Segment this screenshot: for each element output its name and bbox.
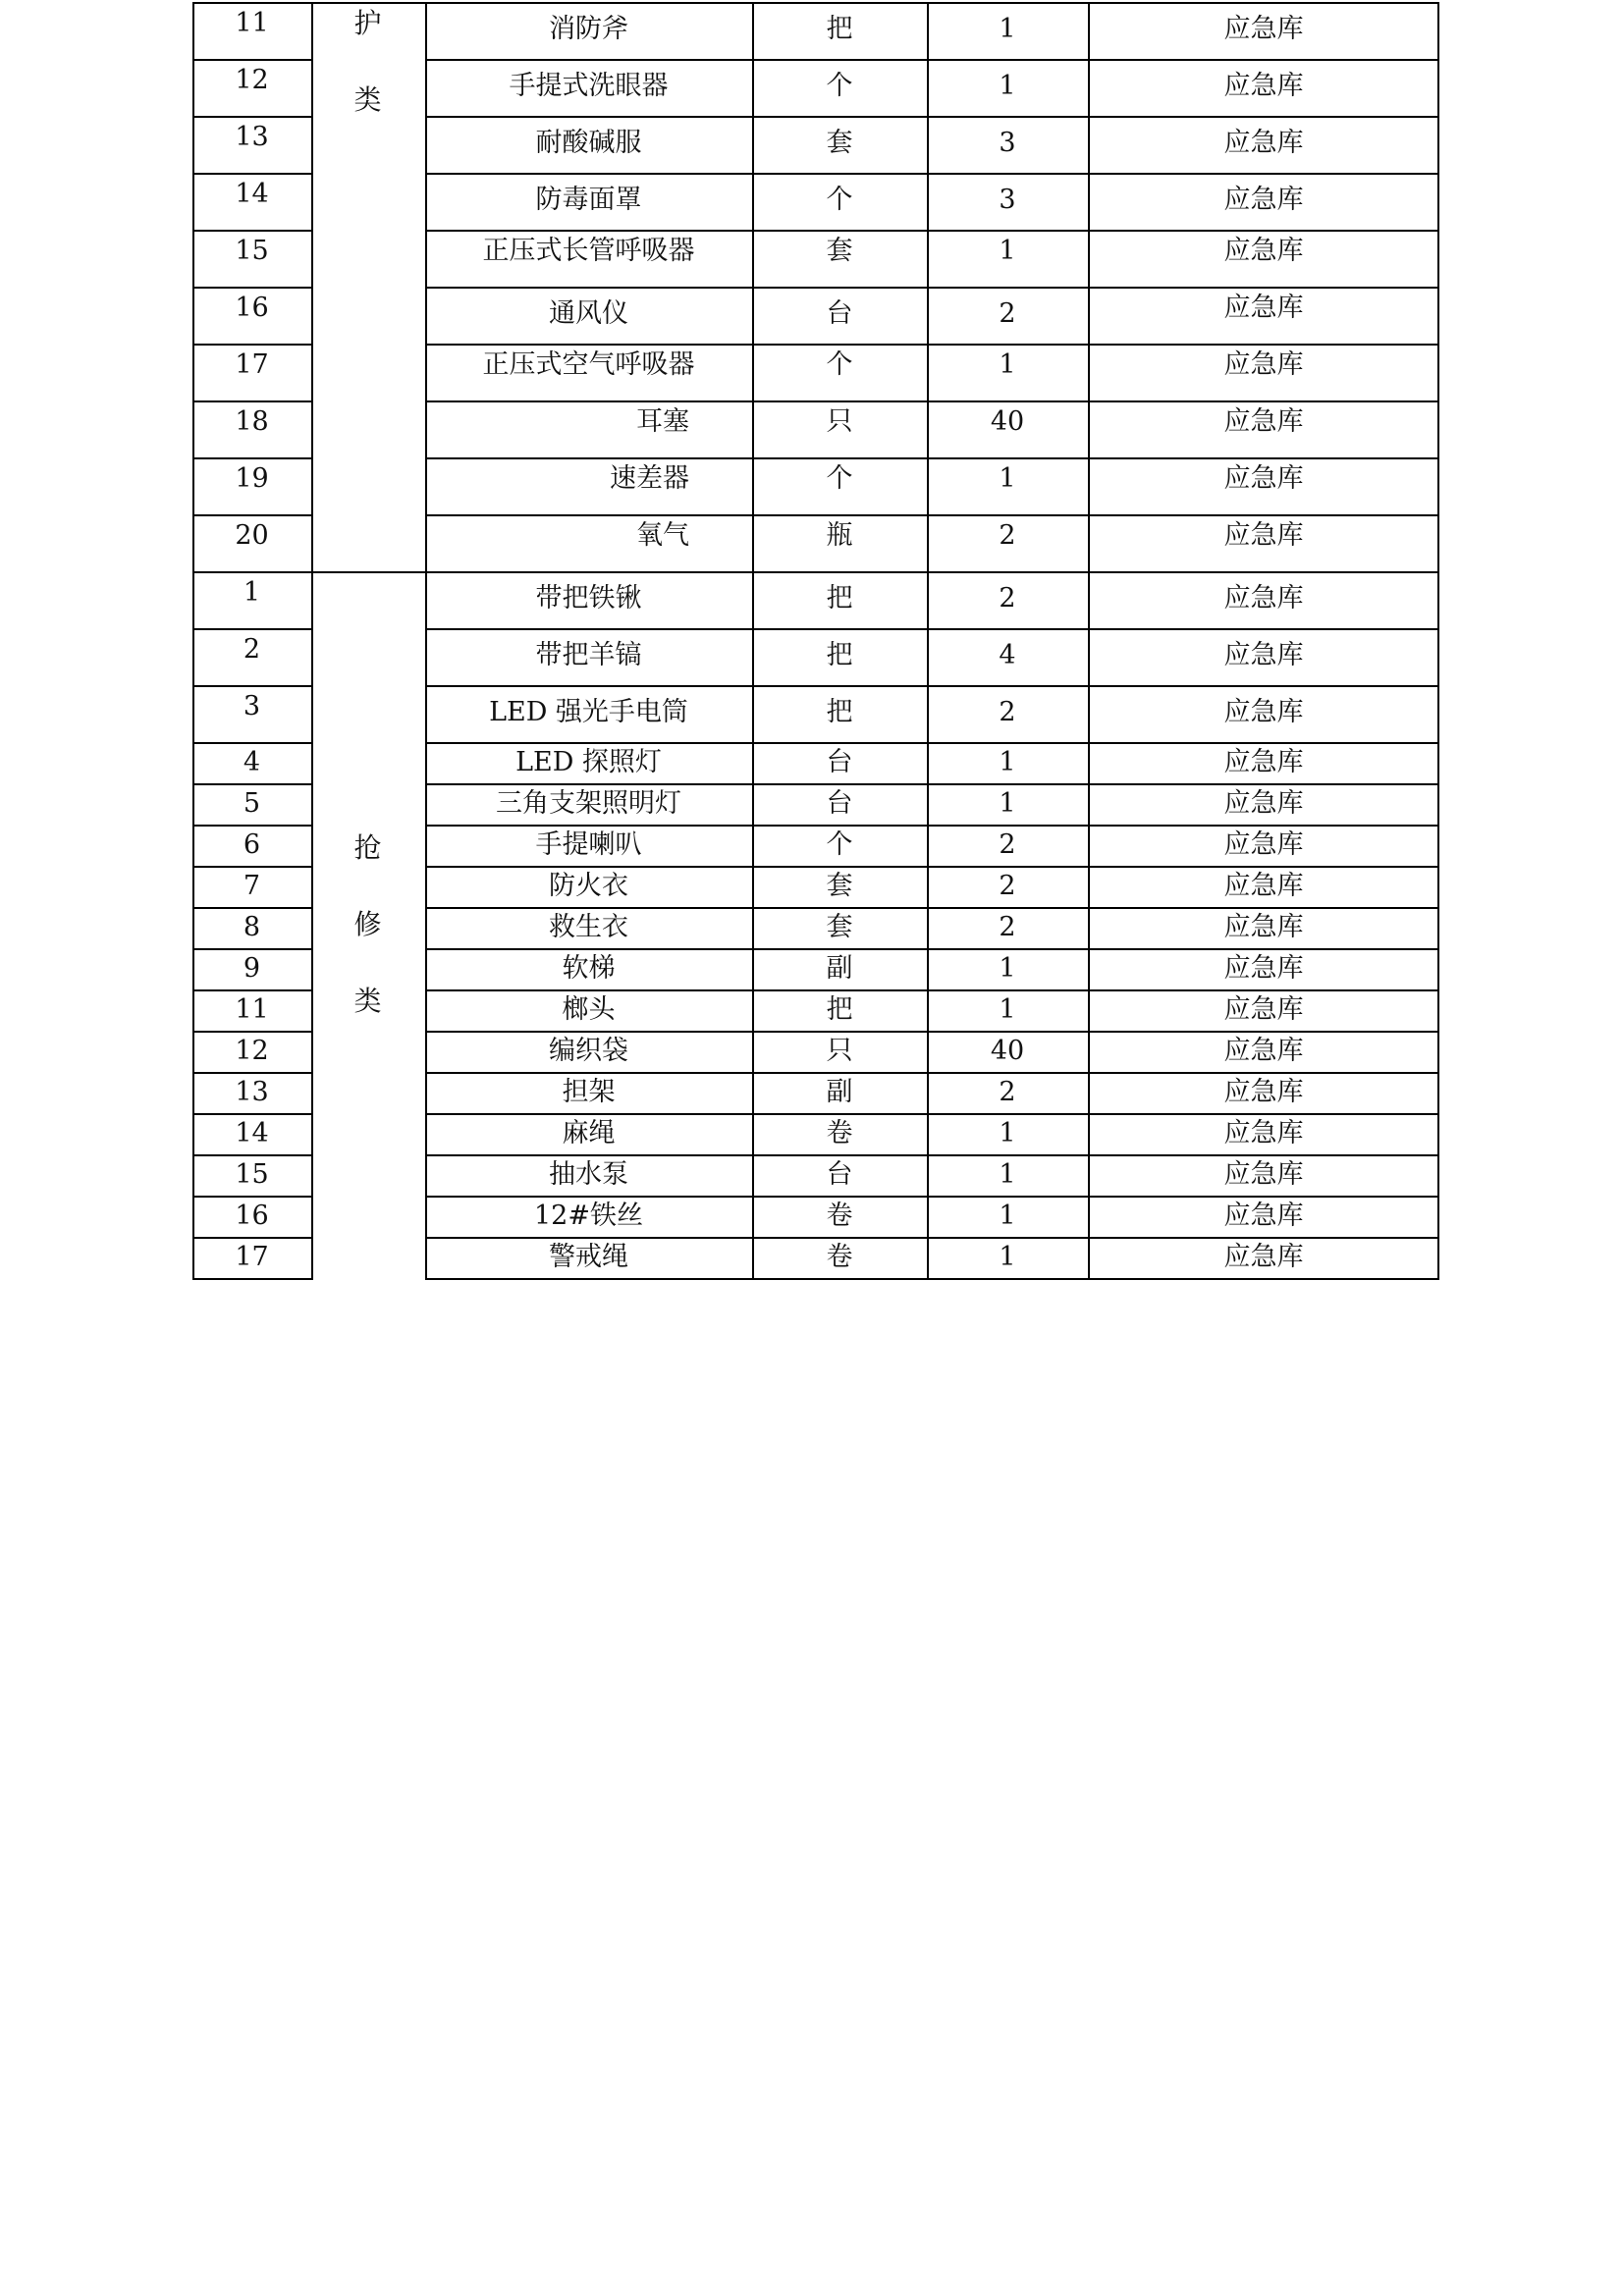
table-rule xyxy=(927,2,929,1280)
table-rule xyxy=(425,1278,1439,1280)
category-label-char: 护 xyxy=(353,7,382,39)
storage-location: 应急库 xyxy=(1223,1077,1304,1107)
row-number: 16 xyxy=(235,293,269,323)
item-unit: 副 xyxy=(826,953,853,984)
item-unit: 把 xyxy=(826,697,853,727)
table-rule xyxy=(425,1072,1439,1074)
item-unit: 个 xyxy=(826,463,853,494)
storage-location: 应急库 xyxy=(1223,747,1304,777)
table-rule xyxy=(425,1031,1439,1033)
storage-location: 应急库 xyxy=(1223,128,1304,158)
item-name: 警戒绳 xyxy=(549,1242,628,1272)
item-name: 消防斧 xyxy=(549,14,628,44)
item-name: 榔头 xyxy=(562,994,616,1025)
row-number: 13 xyxy=(235,1077,269,1107)
storage-location: 应急库 xyxy=(1223,406,1304,437)
item-unit: 个 xyxy=(826,185,853,215)
row-number: 2 xyxy=(243,634,261,665)
storage-location: 应急库 xyxy=(1223,697,1304,727)
row-number: 14 xyxy=(235,1118,269,1148)
item-quantity: 2 xyxy=(999,1077,1016,1107)
table-rule xyxy=(425,866,1439,868)
table-rule xyxy=(192,1154,311,1156)
item-quantity: 2 xyxy=(999,829,1016,860)
item-unit: 套 xyxy=(826,236,853,266)
table-rule xyxy=(192,866,311,868)
item-quantity: 1 xyxy=(999,1159,1016,1190)
item-unit: 套 xyxy=(826,871,853,901)
item-unit: 把 xyxy=(826,640,853,670)
table-rule xyxy=(1437,2,1439,1280)
table-rule xyxy=(192,344,311,346)
item-quantity: 1 xyxy=(999,1242,1016,1272)
item-name: 速差器 xyxy=(610,463,689,494)
item-unit: 套 xyxy=(826,128,853,158)
item-name: 担架 xyxy=(562,1077,616,1107)
item-name: LED 探照灯 xyxy=(515,747,662,777)
table-rule xyxy=(192,400,311,402)
row-number: 12 xyxy=(235,1036,269,1066)
item-quantity: 2 xyxy=(999,871,1016,901)
table-rule xyxy=(192,1278,311,1280)
table-rule xyxy=(192,1196,311,1198)
table-rule xyxy=(192,59,311,61)
table-rule xyxy=(192,457,311,459)
storage-location: 应急库 xyxy=(1223,788,1304,819)
item-unit: 个 xyxy=(826,829,853,860)
item-unit: 把 xyxy=(826,583,853,614)
table-rule xyxy=(425,2,427,1280)
table-rule xyxy=(192,989,311,991)
item-unit: 台 xyxy=(826,747,853,777)
category-label-char: 修 xyxy=(353,908,382,940)
row-number: 6 xyxy=(243,829,261,860)
table-rule xyxy=(192,825,311,827)
category-label-char: 类 xyxy=(353,985,382,1017)
item-quantity: 1 xyxy=(999,1118,1016,1148)
storage-location: 应急库 xyxy=(1223,1159,1304,1190)
table-rule xyxy=(192,1031,311,1033)
table-rule xyxy=(192,230,311,232)
item-name: 手提喇叭 xyxy=(535,829,642,860)
item-unit: 只 xyxy=(826,1036,853,1066)
item-name: LED 强光手电筒 xyxy=(489,697,688,727)
table-rule xyxy=(192,1072,311,1074)
row-number: 14 xyxy=(235,179,269,209)
item-name: 手提式洗眼器 xyxy=(509,71,669,101)
item-unit: 台 xyxy=(826,298,853,329)
item-name: 麻绳 xyxy=(562,1118,616,1148)
item-quantity: 1 xyxy=(999,14,1016,44)
table-rule xyxy=(192,287,311,289)
item-quantity: 1 xyxy=(999,953,1016,984)
storage-location: 应急库 xyxy=(1223,1201,1304,1231)
item-quantity: 3 xyxy=(999,128,1016,158)
item-unit: 副 xyxy=(826,1077,853,1107)
item-name: 通风仪 xyxy=(549,298,628,329)
table-rule xyxy=(425,628,1439,630)
table-rule xyxy=(425,457,1439,459)
table-rule xyxy=(425,989,1439,991)
table-rule xyxy=(425,1154,1439,1156)
item-quantity: 40 xyxy=(990,1036,1025,1066)
item-unit: 卷 xyxy=(826,1118,853,1148)
storage-location: 应急库 xyxy=(1223,829,1304,860)
row-number: 19 xyxy=(235,463,269,494)
storage-location: 应急库 xyxy=(1223,994,1304,1025)
table-rule xyxy=(425,400,1439,402)
item-quantity: 1 xyxy=(999,463,1016,494)
item-name: 编织袋 xyxy=(549,1036,628,1066)
item-unit: 台 xyxy=(826,1159,853,1190)
item-quantity: 1 xyxy=(999,236,1016,266)
item-name: 三角支架照明灯 xyxy=(496,788,681,819)
table-rule xyxy=(192,742,311,744)
item-quantity: 1 xyxy=(999,349,1016,380)
row-number: 20 xyxy=(235,520,269,551)
storage-location: 应急库 xyxy=(1223,1242,1304,1272)
item-quantity: 1 xyxy=(999,788,1016,819)
table-rule xyxy=(192,2,194,1280)
table-rule xyxy=(425,742,1439,744)
row-number: 11 xyxy=(235,994,269,1025)
table-rule xyxy=(192,1237,311,1239)
storage-location: 应急库 xyxy=(1223,185,1304,215)
table-rule xyxy=(192,628,311,630)
table-rule xyxy=(192,685,311,687)
category-label-char: 类 xyxy=(353,83,382,116)
item-unit: 套 xyxy=(826,912,853,942)
storage-location: 应急库 xyxy=(1223,14,1304,44)
item-quantity: 2 xyxy=(999,298,1016,329)
table-rule xyxy=(192,783,311,785)
table-rule xyxy=(425,685,1439,687)
item-unit: 个 xyxy=(826,349,853,380)
row-number: 5 xyxy=(243,788,261,819)
row-number: 13 xyxy=(235,122,269,152)
row-number: 15 xyxy=(235,236,269,266)
equipment-table xyxy=(192,2,1439,1280)
table-rule xyxy=(311,2,313,1280)
table-rule xyxy=(425,344,1439,346)
row-number: 9 xyxy=(243,953,261,984)
table-rule xyxy=(425,287,1439,289)
table-rule xyxy=(192,571,1439,573)
storage-location: 应急库 xyxy=(1223,236,1304,266)
storage-location: 应急库 xyxy=(1223,583,1304,614)
table-rule xyxy=(425,59,1439,61)
item-name: 抽水泵 xyxy=(549,1159,628,1190)
item-name: 耐酸碱服 xyxy=(535,128,642,158)
row-number: 17 xyxy=(235,349,269,380)
storage-location: 应急库 xyxy=(1223,293,1304,323)
table-rule xyxy=(192,948,311,950)
item-unit: 把 xyxy=(826,994,853,1025)
row-number: 17 xyxy=(235,1242,269,1272)
storage-location: 应急库 xyxy=(1223,640,1304,670)
storage-location: 应急库 xyxy=(1223,520,1304,551)
item-quantity: 3 xyxy=(999,185,1016,215)
item-quantity: 1 xyxy=(999,994,1016,1025)
item-name: 软梯 xyxy=(562,953,616,984)
table-rule xyxy=(425,230,1439,232)
row-number: 12 xyxy=(235,65,269,95)
item-name: 正压式空气呼吸器 xyxy=(482,349,695,380)
item-quantity: 2 xyxy=(999,912,1016,942)
table-rule xyxy=(425,1196,1439,1198)
table-rule xyxy=(425,116,1439,118)
row-number: 18 xyxy=(235,406,269,437)
item-quantity: 2 xyxy=(999,697,1016,727)
table-rule xyxy=(425,907,1439,909)
table-rule xyxy=(192,116,311,118)
item-name: 防火衣 xyxy=(549,871,628,901)
storage-location: 应急库 xyxy=(1223,71,1304,101)
row-number: 3 xyxy=(243,691,261,721)
table-rule xyxy=(192,173,311,175)
table-rule xyxy=(192,907,311,909)
table-rule xyxy=(425,1237,1439,1239)
table-rule xyxy=(425,948,1439,950)
storage-location: 应急库 xyxy=(1223,349,1304,380)
item-name: 正压式长管呼吸器 xyxy=(482,236,695,266)
item-unit: 把 xyxy=(826,14,853,44)
item-name: 救生衣 xyxy=(549,912,628,942)
table-rule xyxy=(192,1113,311,1115)
row-number: 8 xyxy=(243,912,261,942)
item-unit: 卷 xyxy=(826,1201,853,1231)
item-unit: 只 xyxy=(826,406,853,437)
row-number: 16 xyxy=(235,1201,269,1231)
table-rule xyxy=(425,173,1439,175)
item-quantity: 2 xyxy=(999,583,1016,614)
item-quantity: 4 xyxy=(999,640,1016,670)
storage-location: 应急库 xyxy=(1223,1118,1304,1148)
item-quantity: 40 xyxy=(990,406,1025,437)
item-name: 耳塞 xyxy=(636,406,689,437)
item-quantity: 1 xyxy=(999,1201,1016,1231)
row-number: 11 xyxy=(235,8,269,38)
item-name: 氧气 xyxy=(636,520,689,551)
item-quantity: 2 xyxy=(999,520,1016,551)
storage-location: 应急库 xyxy=(1223,871,1304,901)
row-number: 1 xyxy=(243,577,261,608)
storage-location: 应急库 xyxy=(1223,953,1304,984)
item-unit: 卷 xyxy=(826,1242,853,1272)
table-rule xyxy=(192,2,1439,4)
item-quantity: 1 xyxy=(999,747,1016,777)
table-rule xyxy=(192,514,311,516)
row-number: 4 xyxy=(243,747,261,777)
storage-location: 应急库 xyxy=(1223,912,1304,942)
row-number: 7 xyxy=(243,871,261,901)
table-rule xyxy=(425,1113,1439,1115)
item-unit: 瓶 xyxy=(826,520,853,551)
table-rule xyxy=(752,2,754,1280)
item-name: 防毒面罩 xyxy=(535,185,642,215)
table-rule xyxy=(425,783,1439,785)
row-number: 15 xyxy=(235,1159,269,1190)
item-quantity: 1 xyxy=(999,71,1016,101)
item-name: 12#铁丝 xyxy=(534,1201,643,1231)
category-label-char: 抢 xyxy=(353,831,382,864)
item-unit: 个 xyxy=(826,71,853,101)
item-name: 带把铁锹 xyxy=(535,583,642,614)
storage-location: 应急库 xyxy=(1223,463,1304,494)
table-rule xyxy=(1088,2,1090,1280)
table-rule xyxy=(425,825,1439,827)
item-unit: 台 xyxy=(826,788,853,819)
storage-location: 应急库 xyxy=(1223,1036,1304,1066)
item-name: 带把羊镐 xyxy=(535,640,642,670)
table-rule xyxy=(425,514,1439,516)
